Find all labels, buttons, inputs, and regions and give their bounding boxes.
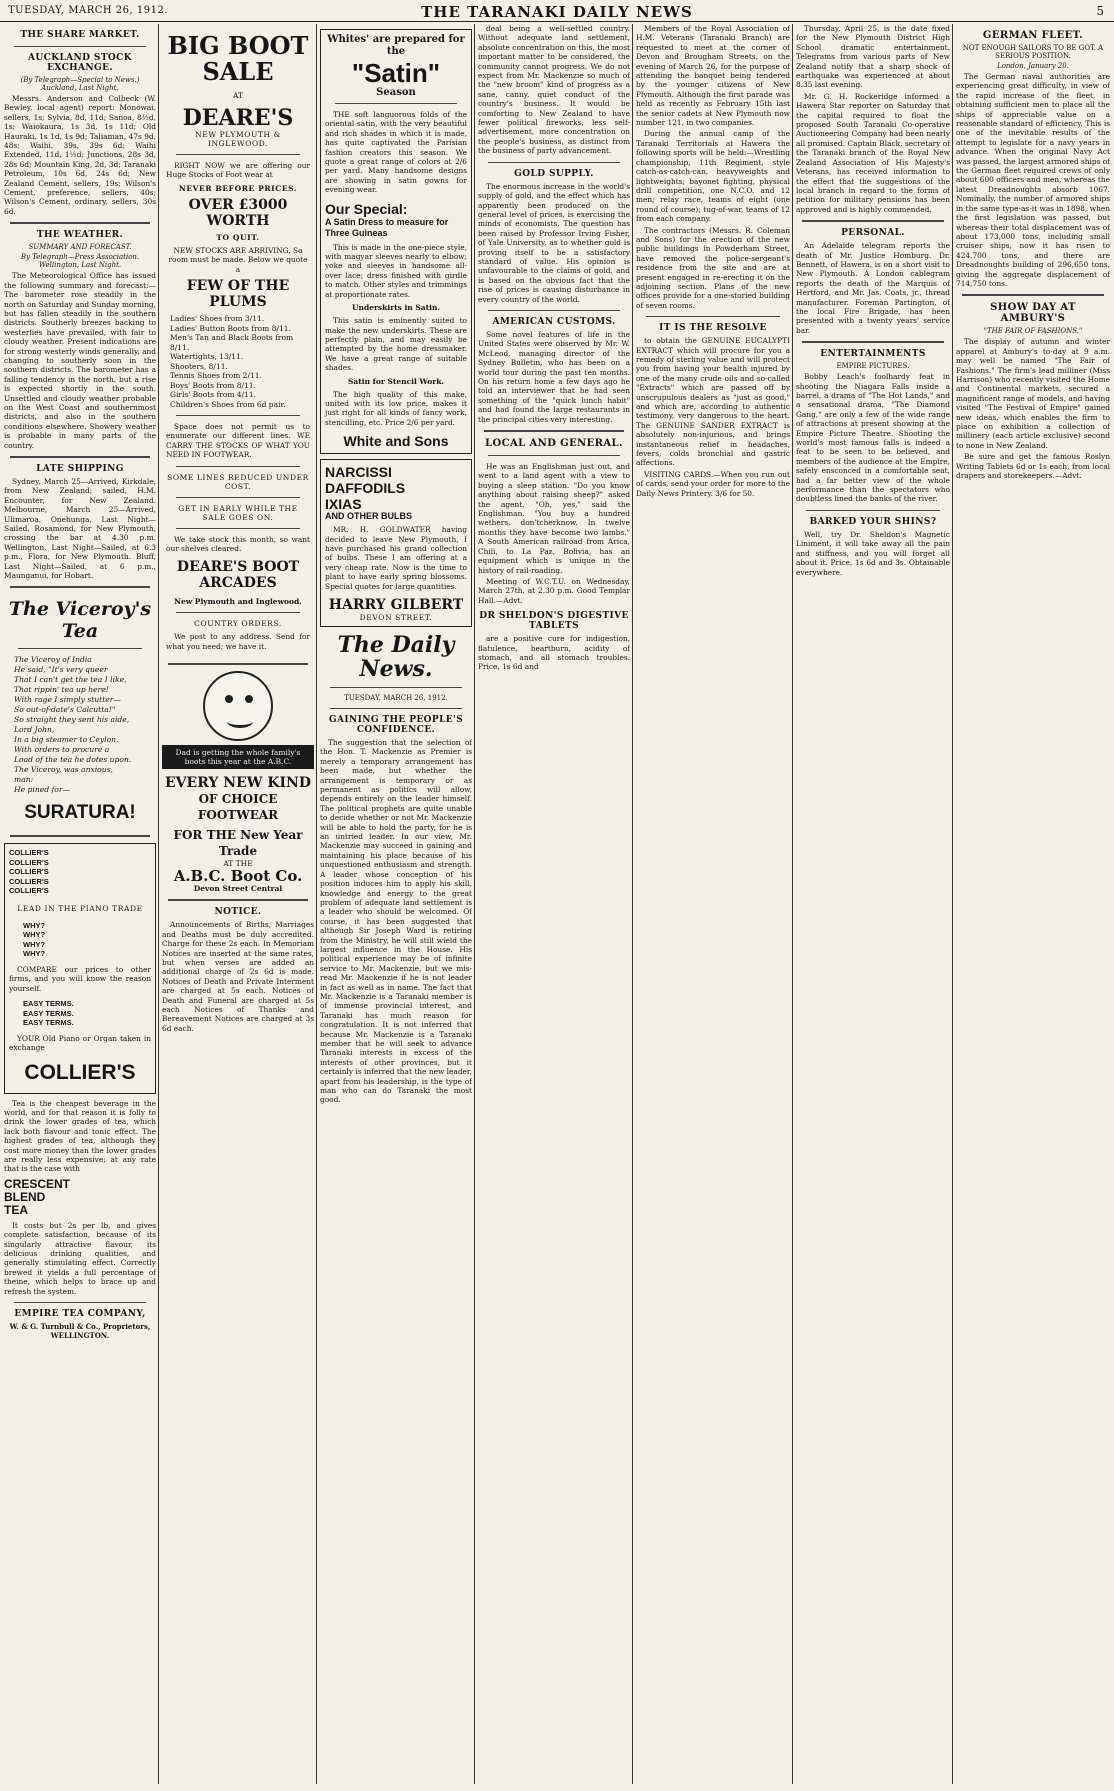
show-day-subheading: "THE FAIR OF FASHIONS." [983,327,1083,336]
column-1 [4,24,156,1784]
entertainments-body: Bobby Leach's foolhardy feat in shooting the Niagara Falls inside a barrel, a drama of "The Hot Lands," and a sensational drama, "The Diamond Gang," are only a few of the wide range of attractions at present showing at the Empire Picture Theatre. Shooting the world's most famous falls is indeed a feat to be seen to be believed, and members of the audience at the Empire, safely ensconced in a comfortable seat, had a far better view of the whole performance than the spectators who doubtless lined the banks of the river. [796,372,950,504]
viceroy-tea-ad [4,594,156,829]
plums-item: Shooters, 8/11. [170,361,228,371]
divider [176,528,300,529]
white-and-sons: White and Sons [343,433,449,450]
baby-caption: Dad is getting the whole family's boots this year at the A.B.C. [162,745,314,769]
gold-supply-body: The enormous increase in the world's supply of gold, and the effect which has apparently been produced on the general level of prices, is exercising the minds of economists. The question has been raised by Professor Irving Fisher, of Yale University, as to whether gold is proving itself to be a satisfactory standard of value. His opinion is unfavourable to the claims of gold, and is based on the obvious fact that the rise of prices is causing disturbance in every country of the world. [478,181,630,304]
german-fleet-body: The German naval authorities are experiencing great difficulty, in view of the rapid increase of the fleet, in obtaining sufficient men to place all the ships of appreciable value on a reasonable standard of efficiency. This is one of the inevitable results of the attempt to legislate for a navy years in advance. When the original Navy Act was passed, the largest armored ships of the German fleet required crews of only about 600 officers and men, whereas the latest Dreadnoughts absorb 1067. Nominally, the number of armored ships in the same type-as-it was in 1898, when the first legislation was passed, but whereas their total displacement was of about 173,000 tons, including small cruiser ships, now it has risen to 424,700 tons, and there are Dreadnoughts building of 296,650 tons, giving the aggregate displacement of 714,750 tons. [956,72,1110,288]
stencil-heading: Satin for Stencil Work. [348,376,444,386]
poem-line: He pined for— [14,785,71,795]
weather-subheading: SUMMARY AND FORECAST. [28,243,132,252]
poem-line: That rippin' tea up here! [14,685,109,695]
poem-line: So straight they sent his aide, [14,715,130,725]
plums-item: Ladies' Button Boots from 8/11. [170,323,291,333]
deares-location: NEW PLYMOUTH & INGLEWOOD. [195,130,281,148]
american-customs-body: Some novel features of life in the United States were observed by Mr. W. McLeod, managing director of the Sydney Bulletin, who has been on a world tour during the past ten months. On his return home a few days ago he told an interviewer that he had seen something of the "quick lunch habit" and had found the large restaurants in the principal cities very interesting. [478,329,630,424]
special-body: This is made in the one-piece style, with magyar sleeves nearly to elbow; yoke and sleeves in handsome all-over lace; dress finished with girdle to match. Other styles and trimmings at proportionate rates. [325,242,467,299]
divider [10,456,150,458]
divider [176,415,300,416]
divider [484,430,624,432]
deares-name: DEARE'S [182,105,294,131]
column-rule [316,24,317,1784]
why-line: WHY? [23,930,46,940]
reduced-under-cost: SOME LINES REDUCED UNDER COST. [167,472,309,491]
big-boot-sale-ad [162,29,314,657]
column-rule [158,24,159,1784]
poem-line: That I can't get the tea I like, [14,675,127,685]
column-5 [636,24,790,1784]
shipping-body: Sydney, March 25—Arrived, Kirkdale, from New Zealand; sailed, H.M. Encounter, for New Zealand. Melbourne, March 25—Arrived, Ulimaroa. Onehunga, Last Night—Sailed, Rosamond, for New Plymouth, crossing the bar at 4.30 p.m. Wellington, Last Night—Sailed, at 6.3 p.m., Flora, for New Plymouth. Bluff, Last Night—Sailed, at 6 p.m., Maunganui, for Hobart. [4,477,156,581]
crescent-body: It costs but 2s per lb, and gives complete satisfaction, because of its singularly attractive flavour, its delicious drinking qualities, and generally stimulating effect. Correctly brewed it yields a full percentage of theine, which helps to brace up and refresh the system. [4,1220,156,1296]
daily-news-nameplate: The Daily News. [337,632,455,682]
colliers-logo: COLLIER'S [24,1060,136,1084]
stock-exchange-heading: AUCKLAND STOCK EXCHANGE. [28,53,132,73]
space-note: Space does not permit us to enumerate our different lines. WE CARRY THE STOCKS OF WHAT YOU NEED IN FOOTWEAR. [166,422,310,460]
resolve-heading: IT IS THE RESOLVE [659,323,767,334]
resolve-body: to obtain the GENUINE EUCALYPTI EXTRACT which will procure for you a remedy of sterling value and will protect you from having your health injured by one of the many crude oils and so-called "Extracts" which are passed off by unscrupulous dealers as "just as good," and which are, according to authentic testimony, very dangerous to the heart. The GENUINE SANDER EXTRACT is absolutely non-injurious, and brings instantaneous relief in headaches, fevers, colds bronchial and gastric affections. [636,336,790,468]
plums-list [166,314,310,409]
plums-item: Boys' Boots from 8/11. [170,380,256,390]
suratura-headline: SURATURA! [24,802,136,824]
crescent-line: BLEND [4,1189,46,1204]
easy-terms-line: EASY TERMS. [23,1018,74,1028]
poem-line: The Viceroy of India [14,655,92,665]
at-label: AT [232,91,243,100]
colliers-line: COLLIER'S [9,867,49,877]
colliers-line: COLLIER'S [9,848,49,858]
page-number: 5 [1096,4,1104,18]
masthead [0,0,1114,22]
devon-street: DEVON STREET. [359,613,433,622]
viceroy-tea-heading: The Viceroy's Tea [8,598,152,643]
every-new-kind: EVERY NEW KIND [165,775,311,792]
empire-tea-company: EMPIRE TEA COMPANY, [14,1309,146,1319]
country-orders: COUNTRY ORDERS. [194,619,282,629]
why-list [9,921,151,959]
column-7 [956,24,1110,1784]
column-3 [320,24,472,1784]
smiling-baby-illustration [203,671,273,741]
shipping-heading: LATE SHIPPING [36,464,124,474]
big-boot-sale-headline: BIG BOOT SALE [167,31,309,86]
personal-body: An Adelaide telegram reports the death of Mr. Justice Homburg. Dr. Bennett, of Hawera, is on a short visit to New Plymouth. A London cablegram reports the death of the Marquis of Hertford, and Mr. Jas. Coats, jr., thread manufacturer. Foreman Partington, of the local Fire Brigade, has been presented with a twenty years' service bar. [796,241,950,335]
divider [176,466,300,467]
meeting-note: Meeting of W.C.T.U. on Wednesday, March 27th, at 2.30 p.m. Good Templar Hall.—Advt. [478,576,630,605]
divider [10,222,150,224]
divider [10,586,150,588]
column-4 [478,24,630,1784]
over-3000: OVER £3000 WORTH [188,196,288,229]
tea-body: Tea is the cheapest beverage in the world, and for that reason it is folly to drink the lower grades of tea, which lack both flavour and tonic effect. The highest grades of tea, although they cost more money than the lower grades are really less expensive; at any rate that is the case with [4,1098,156,1174]
show-day-heading: SHOW DAY AT AMBURY'S [990,302,1076,325]
easy-terms-line: EASY TERMS. [23,999,74,1009]
poem-line: man: [14,775,34,785]
choice-footwear: OF CHOICE FOOTWEAR [197,792,279,823]
divider [488,310,620,311]
new-stocks-text: NEW STOCKS ARE ARRIVING, So room must be made. Below we quote a [168,245,308,274]
personal-heading: PERSONAL. [841,228,905,239]
colliers-line: COLLIER'S [9,886,49,896]
divider [962,294,1104,296]
viceroy-poem [8,655,152,795]
news-paragraph: Thursday, April 25, is the date fixed for the New Plymouth District High School dramatic entertainment. Telegrams from various parts of New Zealand notify that a sharp shock of earthquake was experienced at about 8.35 last evening. [796,24,950,90]
colliers-piano-ad [4,843,156,1093]
notice-heading: NOTICE. [214,907,262,918]
stocktake-text: We take stock this month, so want our shelves cleared. [166,534,310,554]
bulb-name: IXIAS [325,496,362,513]
harry-gilbert: HARRY GILBERT [328,597,464,613]
piano-trade-line: LEAD IN THE PIANO TRADE [17,903,143,913]
satin-headline: "Satin" [351,58,441,88]
divider [806,510,940,511]
our-special: Our Special: [325,200,408,217]
why-line: WHY? [23,939,46,949]
visiting-cards-note: VISITING CARDS.—When you run out of cards, send your order for more to the Daily News Printery. 3/6 for 50. [636,469,790,498]
at-the-label: AT THE [223,859,253,869]
editorial-heading: GAINING THE PEOPLE'S CONFIDENCE. [328,715,464,735]
divider [335,103,457,104]
local-general-body: He was an Englishman just out, and went to a land agent with a view to buying a sleep station. "Do you know anything about raising sheep?" asked the agent. "Oh, yes," said the Englishman. "You buy a hundred wethers, don'tcherknow. In twelve months they have become two lambs." A South American railroad from Arica, Chili, to La Paz, Bolivia, has an equipment which is unique in the history of rail-roading. [478,462,630,575]
underskirts-body: This satin is eminently suited to make the new underskirts. These are perfectly plain, and may easily be attempted by the home dressmaker. We have a great range of suitable shades. [325,316,467,373]
exchange-offer: YOUR Old Piano or Organ taken in exchange [9,1033,151,1053]
divider [176,154,300,155]
local-general-heading: LOCAL AND GENERAL. [485,438,623,450]
divider [14,1302,146,1303]
divider [802,341,944,343]
easy-terms-line: EASY TERMS. [23,1008,74,1018]
colliers-line: COLLIER'S [9,876,49,886]
column-rule [474,24,475,1784]
weather-heading: THE WEATHER. [36,230,124,241]
barked-shins-body: Well, try Dr. Sheldon's Magnetic Liniment, it will take away all the pain and stiffness, and you will forget all about it. Price, 1s 6d and 3s. Obtainable everywhere. [796,529,950,577]
why-line: WHY? [23,949,46,959]
bulb-name: DAFFODILS [325,480,406,497]
german-fleet-dateline: London, January 20. [997,62,1069,70]
colliers-repeat-list [9,848,151,896]
divider [646,316,780,317]
bulbs-body: MR. H. GOLDWATER having decided to leave New Plymouth, I have purchased his grand collection of bulbs. These I am offering at a very cheap rate. Now is the time to plant to have early spring blossoms. Special quotes for large quantities. [325,525,467,591]
satin-body: THE soft languorous folds of the oriental satin, with the very beautiful and rich shades in which it is made, has quite captivated the Parisian fashion creators this season. We quote a great range of colors at 2/6 per yard. Many handsome designs are showing in satin gowns for evening wear. [325,110,467,195]
divider [168,899,308,901]
editorial-continued: deal being a well-settled country. Without adequate land settlement, absolute concentration on this, the most important matter to be considered, the community cannot progress. We do not expect from Mr. Mackenzie so much of the "new broom" kind of progress as a sane, canny, quiet conduct of the country's business. It would be comforting to New Zealand to have fewer political fireworks, less self-advertisement, more concentration on the people's business, as distinct from the business of party advancement. [478,24,630,156]
right-now-text: RIGHT NOW we are offering our Huge Stocks of Foot wear at [166,161,310,180]
divider [488,455,620,456]
post-any-text: We post to any address. Send for what you need; we have it. [166,632,310,651]
compare-text: COMPARE our prices to other firms, and you will know the reason yourself. [9,964,151,993]
roslyn-tablets-advt: Be sure and get the famous Roslyn Writing Tablets 6d or 1s each, from local drapers and storekeepers.—Advt. [956,452,1110,481]
territorials-paragraph: During the annual camp of the Taranaki Territorials at Hawera the following sports will be held:—Wrestling championship, 11th Regiment, style catch-as-catch-can, heavyweights and lightweights; bayonet fighting, physical drill competition, one N.C.O. and 12 men; relay race, teams of eight (one round of course); tug-of-war, teams of 12 from each company. [636,129,790,224]
bulbs-ad [320,459,472,627]
why-line: WHY? [23,920,46,930]
season-label: Season [376,87,416,98]
stock-exchange-body: Messrs. Anderson and Colbeck (W. Bewley, local agent) report: Monowai, sellers, 1s; Sylvia, 8d, 11d; Sanoa, 8½d, 1s; Waiokaura, 1s 3d, 1s 11d; Old Hauraki, 1s 1d, 1s 9d; Taliaman, 47s 9d, 48s; Waihi, 39s, 39s 6d; Waihi Extended, 11d, 1½d; Junctions, 28s 3d, 28s 6d; Mountain King, 2d, 3d; Taranaki Petroleum, 10s 6d, 24s 6d; New Zealand Cement, sellers, 19s; Wilson's Cement, preference, sellers, 40s; Wilson's Cement, ordinary, sellers, 30s 6d. [4,94,156,216]
crescent-line: TEA [4,1202,28,1217]
digestive-tablets-body: are a positive cure for indigestion, flatulence, heartburn, acidity of stomach, and all stomach troubles. Price, 1s 6d and [478,634,630,672]
newspaper-title: THE TARANAKI DAILY NEWS [421,3,693,21]
special-sub: A Satin Dress to measure for Three Guineas [325,216,449,238]
boot-arcades: DEARE'S BOOT ARCADES [176,559,300,592]
plums-item: Watertights, 13/11. [170,352,244,362]
divider [10,835,150,837]
new-year-trade: FOR THE New Year Trade [173,828,303,859]
veterans-paragraph: Members of the Royal Association of H.M. Veterans (Taranaki Branch) are requested to meet at the corner of Devon and Brougham Streets, on the evening of March 26, for the purpose of attending the banquet being tendered by the younger citizens of New Plymouth. Although the first parade was held as recently as February 15th last the senior cadets at New Plymouth now number 121, in two companies. [636,24,790,128]
few-of-the-plums: FEW OF THE PLUMS [186,278,290,311]
plums-item: Tennis Shoes from 2/11. [170,371,262,381]
get-in-early: GET IN EARLY WHILE THE SALE GOES ON. [178,503,298,522]
notice-body: Announcements of Births, Marriages and Deaths must be duly accredited. Charge for these 2s each. In Memoriam Notices are inserted at the same rates, but when verses are added an additional charge of 2s 6d is made. Notices of Death and Private Interment are charged at 5s each. Notices of Death and Funeral are charged at 5s each Notices of Thanks and Bereavement Notices are charged at 3s 6d each. [162,920,314,1033]
arcades-location: New Plymouth and Inglewood. [174,597,302,607]
stencil-body: The high quality of this make, united with its low price, makes it just right for all kinds of fancy work, stencilling, etc. Price 2/6 per yard. [325,389,467,427]
share-market-heading: THE SHARE MARKET. [20,30,140,40]
devon-street-central: Devon Street Central [193,884,283,894]
poem-line: With rage I simply stutter— [14,695,121,705]
poem-line: He said, "It's very queer [14,665,108,675]
colliers-line: COLLIER'S [9,857,49,867]
divider [176,612,300,613]
column-rule [792,24,793,1784]
column-2 [162,24,314,1784]
stock-exchange-byline: (By Telegraph—Special to News.) Auckland, Last Night. [20,76,140,92]
bulb-name: NARCISSI [325,464,392,481]
barked-shins-heading: BARKED YOUR SHINS? [809,516,937,527]
divider [488,162,620,163]
plums-item: Girls' Boots from 4/11. [170,390,257,400]
underskirts-heading: Underskirts in Satin. [351,303,441,313]
and-other-bulbs: AND OTHER BULBS [325,511,412,522]
divider [18,648,142,649]
poem-line: The Viceroy, was anxious, [14,765,113,775]
column-rule [632,24,633,1784]
easy-terms-list [9,999,151,1028]
abc-boot-ad [162,671,314,893]
digestive-tablets-heading: DR SHELDON'S DIGESTIVE TABLETS [479,611,629,632]
abc-boot-co: A.B.C. Boot Co. [173,867,303,886]
weather-body: The Meteorological Office has issued the following summary and forecast:—The barometer rose steadily in the north on Saturday and Sunday morning, but has fallen steadily in the southern districts. Southerly breezes backing to westerlies have prevailed, with fair to cloudy weather. Present indications are for strong westerly winds generally, and changing to southerly soon in the southern districts. The barometer has a falling tendency in the north, but a rise is expected shortly in the south. Unsettled and cloudy weather probable on the West Coast and southernmost districts, and also in the southern conditions elsewhere. Showery weather is probable in many parts of the country. [4,271,156,450]
to-quit: TO QUIT. [216,232,260,242]
divider [802,220,944,222]
never-before-prices: NEVER BEFORE PRICES. [178,183,298,193]
poem-line: With orders to procure a [14,745,110,755]
whites-title: Whites' are prepared for the [327,34,465,57]
plums-item: Children's Shoes from 6d pair. [170,399,286,409]
poem-line: So out-of-date's Calcutta!" [14,705,116,715]
news-paragraph: Mr. G. H. Rockeridge informed a Hawera Star reporter on Saturday that the capital required to float the proposed South Taranaki Co-operative Auctioneering Company had been nearly all promised. Captain Black, secretary of the Taranaki branch of the Royal New Zealand Association of His Majesty's Veterans, has received information to the effect that the suggestions of the local branch in regard to the forms of petition for military pensions has been approved and is highly commended. [796,91,950,214]
plums-item: Ladies' Shoes from 3/11. [170,314,265,324]
weather-byline: By Telegraph—Press Association. Wellington, Last Night. [20,253,140,270]
empire-pictures-heading: EMPIRE PICTURES. [836,362,910,371]
whites-satin-ad [320,29,472,454]
crescent-blend-heading [4,1178,156,1217]
issue-date: TUESDAY, MARCH 26, 1912. [8,5,169,16]
column-6 [796,24,950,1784]
column-rule [952,24,953,1784]
empire-tea-proprietors: W. & G. Turnbull & Co., Proprietors, WELLINGTON. [9,1322,151,1340]
divider [330,708,462,709]
divider [168,663,308,665]
editorial-body: The suggestion that the selection of the Hon. T. Mackenzie as Premier is merely a temporary arrangement has been made, but whether the arrangement is temporary or as permanent as politics will allow, depends entirely on the leader himself. The political prophets are quite unable to decide whether or not Mr. Mackenzie will be able to hold the party, for he is an untried leader. In our view, Mr. Mackenzie may succeed in gaining and maintaining his place because of his unquestioned enthusiasm and strength. A leader whose conception of his position induces him to apply his skill, knowledge and energy to the great problem of adequate land settlement is a leader who should be welcomed. Of course, it has been suggested that although Sir Joseph Ward is retiring from the Ministry, he will still wield the largest influence in the House. His political experience may be of infinite service to Mr. Mackenzie, but we mis-read Mr. Mackenzie if he is not leader in fact as well as in name. The fact that Mr. Mackenzie is a Taranaki member is of immense provincial interest, and Taranaki has much reason for congratulation. It is not inferred that because Mr. Mackenzie is a Taranaki member that he will seek to advance Taranaki interests in excess of the interests of other provinces, but it certainly is inferred that the new leader, apart from his leadership, is the type of man who can do Taranaki the most good. [320,738,472,1105]
divider [14,46,146,47]
american-customs-heading: AMERICAN CUSTOMS. [492,316,616,327]
poem-line: Lord John, [14,725,55,735]
public-buildings-paragraph: The contractors (Messrs. R. Coleman and Sons) for the erection of the new public buildings in Powderham Street, have removed the police-sergeant's residence from the site and are at present engaged in re-erecting it on the adjoining section. Plans of the new offices provide for a one-storied building of seven rooms. [636,225,790,310]
divider [176,497,300,498]
gold-supply-heading: GOLD SUPPLY. [514,168,594,179]
crescent-line: CRESCENT [4,1176,71,1191]
german-fleet-subheading: NOT ENOUGH SAILORS TO BE GOT. A SERIOUS POSITION. [962,44,1104,60]
divider [330,687,462,688]
german-fleet-heading: GERMAN FLEET. [982,30,1084,41]
show-day-body: The display of autumn and winter apparel at Ambury's to-day at 9 a.m. may well be named "The Fair of Fashions." The firm's lead milliner (Miss Harrison) who recently visited the Home and Continental markets, secured a magnificent range of models, and having visited "The Festival of Empire" gained new ideas, which enables the firm to place on exhibition a collection of millinery (each article exclusive) second to none in New Zealand. [956,337,1110,450]
entertainments-heading: ENTERTAINMENTS [820,349,926,360]
plums-item: Men's Tan and Black Boots from 8/11. [170,333,294,352]
poem-line: Load of the tea he dotes upon. [14,755,132,765]
editorial-date: TUESDAY, MARCH 26, 1912. [344,694,448,702]
poem-line: In a big steamer to Ceylon, [14,735,119,745]
